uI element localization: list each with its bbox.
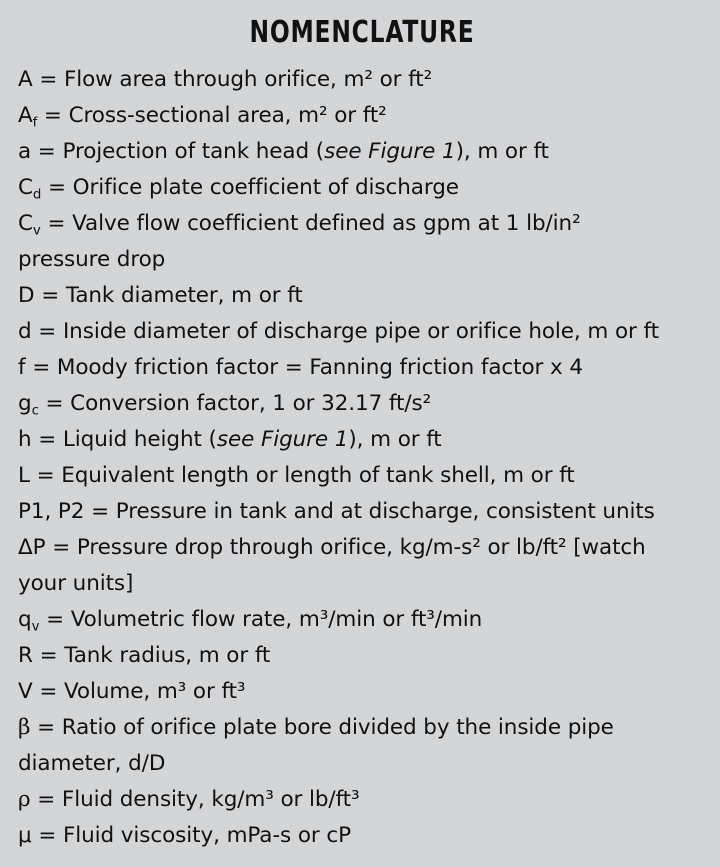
definition: = Ratio of orifice plate bore divided by the inside pipe	[30, 715, 614, 740]
symbol-subscript: v	[32, 223, 41, 239]
symbol: A	[18, 103, 33, 128]
symbol-subscript: d	[32, 187, 42, 203]
entry-Af	[18, 98, 720, 134]
definition: = Liquid height (	[31, 427, 217, 452]
definition: = Valve flow coefficient defined as gpm at 1 lb/in²	[40, 211, 581, 236]
definition: = Volume, m³ or ft³	[32, 679, 246, 704]
entry-d	[18, 314, 720, 350]
symbol: A	[18, 67, 33, 92]
entry-beta	[18, 710, 720, 782]
definition: = Volumetric flow rate, m³/min or ft³/min	[39, 607, 483, 632]
symbol-subscript: f	[32, 115, 38, 131]
entry-D	[18, 278, 720, 314]
symbol: g	[18, 391, 32, 416]
entry-mu	[18, 818, 720, 854]
symbol: P1, P2	[18, 499, 85, 524]
symbol: μ	[18, 823, 32, 848]
symbol: L	[18, 463, 30, 488]
entry-rho	[18, 782, 720, 818]
definition: = Conversion factor, 1 or 32.17 ft/s²	[38, 391, 432, 416]
symbol: h	[18, 427, 32, 452]
symbol: ΔP	[18, 535, 46, 560]
symbol: V	[18, 679, 33, 704]
symbol: R	[18, 643, 33, 668]
definition: = Cross-sectional area, m² or ft²	[37, 103, 387, 128]
entry-gc	[18, 386, 720, 422]
symbol: C	[18, 211, 33, 236]
symbol: ρ	[18, 787, 31, 812]
entry-h	[18, 422, 720, 458]
symbol: β	[18, 715, 31, 740]
entry-Cd	[18, 170, 720, 206]
definition: = Tank diameter, m or ft	[34, 283, 303, 308]
entry-P	[18, 494, 720, 530]
definition: = Pressure in tank and at discharge, consistent units	[84, 499, 655, 524]
definition: = Fluid density, kg/m³ or lb/ft³	[30, 787, 360, 812]
definition: = Inside diameter of discharge pipe or orifice hole, m or ft	[31, 319, 659, 344]
symbol: f	[18, 355, 26, 380]
entry-R	[18, 638, 720, 674]
entry-a	[18, 134, 720, 170]
definition: = Tank radius, m or ft	[32, 643, 271, 668]
entry-delta-P	[18, 530, 720, 602]
entry-f	[18, 350, 720, 386]
definition-continued: diameter, d/D	[18, 751, 166, 776]
definition: = Equivalent length or length of tank shell, m or ft	[29, 463, 575, 488]
definition: = Fluid viscosity, mPa-s or cP	[31, 823, 351, 848]
definition: = Flow area through orifice, m² or ft²	[32, 67, 433, 92]
nomenclature-list	[18, 62, 720, 854]
symbol: d	[18, 319, 32, 344]
entry-Cv	[18, 206, 720, 278]
entry-A	[18, 62, 720, 98]
entry-L	[18, 458, 720, 494]
definition-continued: pressure drop	[18, 247, 166, 272]
definition: = Projection of tank head (	[31, 139, 325, 164]
figure-reference: see Figure 1	[216, 427, 349, 452]
symbol-subscript: c	[31, 403, 39, 419]
figure-reference: see Figure 1	[324, 139, 456, 164]
symbol: C	[18, 175, 33, 200]
definition: = Moody friction factor = Fanning friction factor x 4	[25, 355, 583, 380]
symbol: D	[18, 283, 35, 308]
entry-V	[18, 674, 720, 710]
symbol: q	[18, 607, 32, 632]
definition-end: ), m or ft	[455, 139, 549, 164]
symbol: a	[18, 139, 32, 164]
definition-continued: your units]	[18, 571, 134, 596]
symbol-subscript: v	[31, 619, 40, 635]
definition-end: ), m or ft	[348, 427, 442, 452]
entry-qv	[18, 602, 720, 638]
definition: = Pressure drop through orifice, kg/m-s² or lb/ft² [watch	[45, 535, 646, 560]
nomenclature-title: NOMENCLATURE	[249, 15, 475, 50]
definition: = Orifice plate coefficient of discharge	[41, 175, 459, 200]
